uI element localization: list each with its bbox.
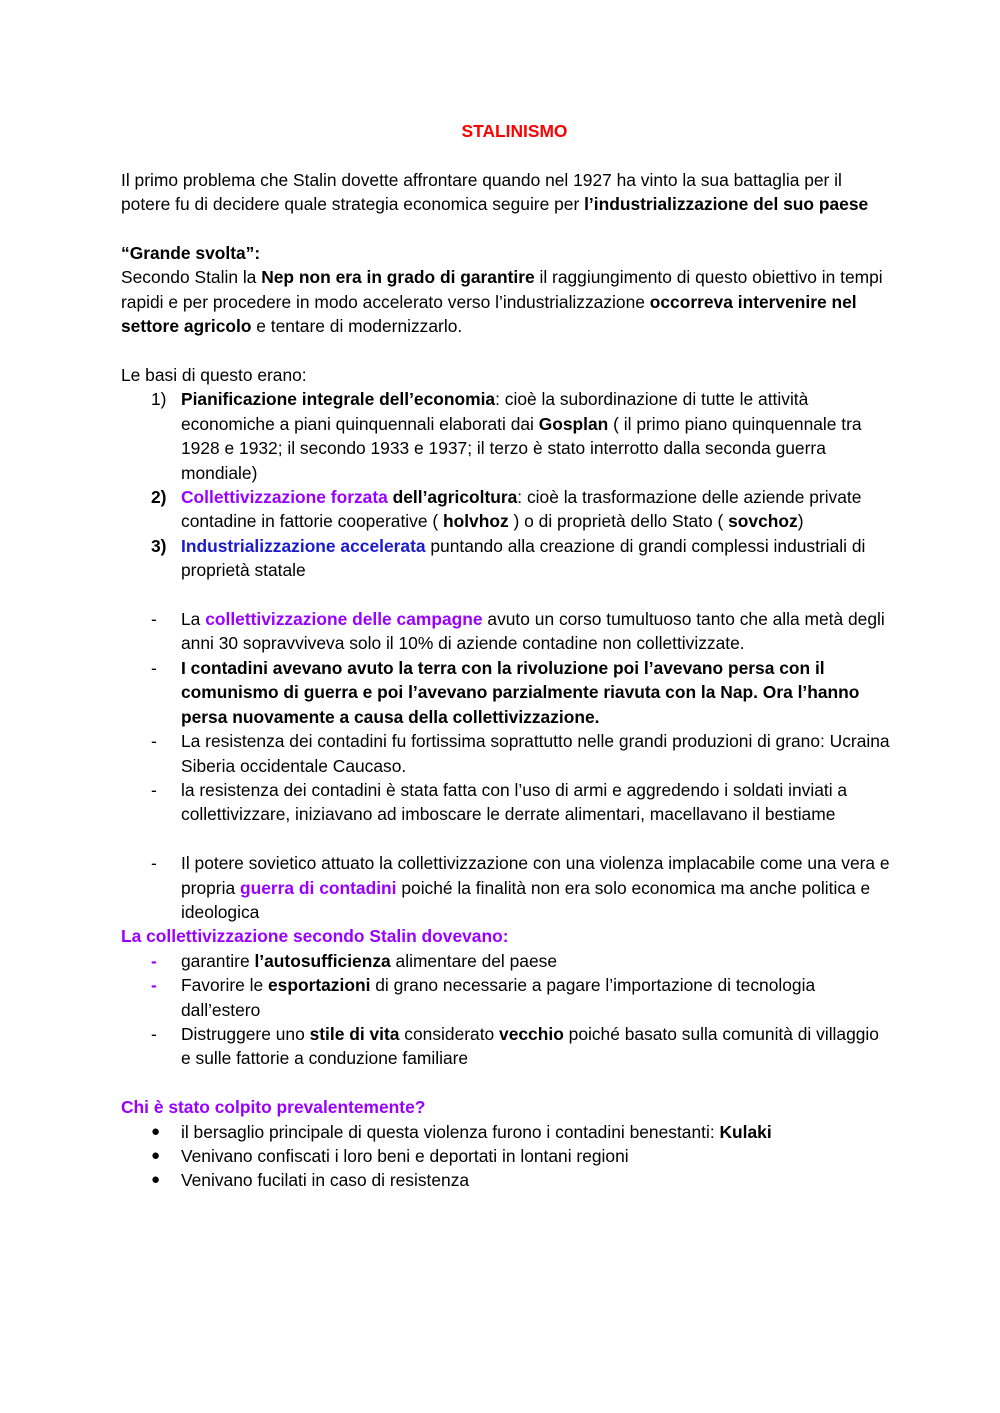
collett-heading-text: La collettivizzazione secondo Stalin dovevano: bbox=[121, 926, 509, 947]
item-bold: Pianificazione integrale dell’economia bbox=[181, 389, 496, 410]
item-bold: vecchio bbox=[499, 1023, 564, 1044]
bullet-icon: ● bbox=[151, 1171, 161, 1189]
list-item bbox=[121, 1144, 890, 1168]
list-item bbox=[121, 851, 890, 924]
item-text: garantire bbox=[181, 950, 255, 971]
spacer bbox=[121, 339, 890, 363]
item-text: considerato bbox=[399, 1023, 500, 1044]
item-highlight-purple: Collettivizzazione forzata bbox=[181, 487, 388, 508]
item-text: di grano necessarie a pagare l’importazione di tecnologia dall’estero bbox=[181, 975, 816, 1020]
item-bold: l’autosufficienza bbox=[254, 950, 391, 971]
spacer bbox=[121, 827, 890, 851]
svolta-text-2: il raggiungimento di questo obiettivo in tempi rapidi e per procedere in modo accelerato verso l’industrializzazione bbox=[121, 267, 883, 312]
item-text: alimentare del paese bbox=[390, 950, 557, 971]
item-text: poiché la finalità non era solo economica ma anche politica e ideologica bbox=[181, 877, 871, 922]
item-bold: dell’agricoltura bbox=[387, 487, 518, 508]
colpito-heading bbox=[121, 1095, 890, 1119]
collett-heading bbox=[121, 924, 890, 948]
svolta-paragraph bbox=[121, 265, 890, 338]
item-text: ) o di proprietà dello Stato ( bbox=[508, 511, 729, 532]
spacer bbox=[121, 1071, 890, 1095]
item-bold: esportazioni bbox=[267, 975, 371, 996]
spacer bbox=[121, 217, 890, 241]
list-marker: - bbox=[151, 1023, 157, 1044]
item-text: Favorire le bbox=[181, 975, 268, 996]
item-text: poiché basato sulla comunità di villaggio e sulle fattorie a conduzione familiare bbox=[181, 1023, 879, 1069]
list-item bbox=[121, 485, 890, 534]
bullet-icon: ● bbox=[151, 1122, 161, 1140]
list-item bbox=[121, 1120, 890, 1144]
item-text: avuto un corso tumultuoso tanto che alla metà degli anni 30 sopravviveva solo il 10% di aziende contadine non collettivizzate. bbox=[181, 609, 885, 654]
item-highlight-purple: collettivizzazione delle campagne bbox=[205, 609, 483, 630]
page-title: STALINISMO bbox=[461, 121, 568, 141]
svolta-bold-1: Nep non era in grado di garantire bbox=[261, 267, 535, 288]
list-item bbox=[121, 387, 890, 485]
item-bold: I contadini avevano avuto la terra con la rivoluzione poi l’avevano persa con il comunismo di guerra e poi l’avevano parzialmente riavuta con la Nap. Ora l’hanno persa nuovamente a causa della collettivizzazione. bbox=[181, 657, 860, 727]
item-text: La bbox=[181, 609, 206, 630]
list-marker: 1) bbox=[151, 389, 167, 410]
item-bold: stile di vita bbox=[309, 1023, 400, 1044]
list-marker: - bbox=[151, 779, 157, 800]
item-text: Distruggere uno bbox=[181, 1023, 310, 1044]
item-text: ) bbox=[797, 511, 804, 532]
item-text: Venivano confiscati i loro beni e deportati in lontani regioni bbox=[181, 1145, 629, 1166]
list-item bbox=[121, 973, 890, 1022]
item-bold: Kulaki bbox=[719, 1121, 772, 1142]
collett-list bbox=[121, 949, 890, 1071]
spacer bbox=[121, 583, 890, 607]
item-highlight-purple: guerra di contadini bbox=[239, 877, 397, 898]
item-text: : cioè la subordinazione di tutte le attività economiche a piani quinquennali elaborati dai bbox=[181, 389, 809, 434]
dash-list-1 bbox=[121, 607, 890, 827]
list-marker: 3) bbox=[151, 535, 167, 556]
bullet-icon: ● bbox=[151, 1146, 161, 1164]
list-item bbox=[121, 1168, 890, 1192]
svolta-bold-2: occorreva intervenire nel settore agricolo bbox=[121, 291, 857, 337]
colpito-heading-text: Chi è stato colpito prevalentemente? bbox=[121, 1097, 426, 1118]
svolta-text-1: Secondo Stalin la bbox=[121, 267, 262, 288]
item-text: Venivano fucilati in caso di resistenza bbox=[181, 1170, 470, 1191]
list-marker: - bbox=[151, 950, 157, 971]
list-item bbox=[121, 656, 890, 729]
item-text: Il potere sovietico attuato la collettivizzazione con una violenza implacabile come una vera e propria bbox=[181, 853, 890, 898]
item-highlight-blue: Industrializzazione accelerata bbox=[181, 535, 426, 556]
item-text: La resistenza dei contadini fu fortissima soprattutto nelle grandi produzioni di grano: Ucraina Siberia occidentale Caucaso. bbox=[181, 731, 890, 776]
list-marker: - bbox=[151, 609, 157, 630]
list-marker: - bbox=[151, 975, 157, 996]
list-item bbox=[121, 729, 890, 778]
item-text: il bersaglio principale di questa violenza furono i contadini benestanti: bbox=[181, 1121, 720, 1142]
colpito-list bbox=[121, 1120, 890, 1193]
item-text: la resistenza dei contadini è stata fatta con l’uso di armi e aggredendo i soldati inviati a collettivizzare, iniziavano ad imboscare le derrate alimentari, macellavano il bestiame bbox=[181, 779, 848, 825]
list-marker: - bbox=[151, 853, 157, 874]
list-marker: - bbox=[151, 731, 157, 752]
list-item bbox=[121, 534, 890, 583]
list-item bbox=[121, 607, 890, 656]
list-item bbox=[121, 949, 890, 973]
list-marker: - bbox=[151, 657, 157, 678]
svolta-text-3: e tentare di modernizzarlo. bbox=[251, 316, 463, 337]
svolta-heading-text: “Grande svolta”: bbox=[121, 243, 261, 263]
item-text: puntando alla creazione di grandi complessi industriali di proprietà statale bbox=[181, 535, 866, 581]
list-item bbox=[121, 778, 890, 827]
item-bold: sovchoz bbox=[728, 511, 798, 532]
basi-intro: Le basi di questo erano: bbox=[121, 365, 307, 386]
item-text: ( il primo piano quinquennale tra 1928 e 1932; il secondo 1933 e 1937; il terzo è stato interrotto dalla seconda guerra mondiale) bbox=[181, 413, 862, 483]
basi-list bbox=[121, 387, 890, 582]
list-item bbox=[121, 1022, 890, 1071]
list-marker: 2) bbox=[151, 487, 167, 508]
intro-bold: l’industrializzazione del suo paese bbox=[584, 194, 869, 215]
intro-paragraph bbox=[121, 168, 890, 217]
item-text: : cioè la trasformazione delle aziende private contadine in fattorie cooperative ( bbox=[181, 487, 862, 532]
intro-text: Il primo problema che Stalin dovette affrontare quando nel 1927 ha vinto la sua battaglia per il potere fu di decidere quale strategia economica seguire per bbox=[121, 169, 842, 215]
dash-list-2 bbox=[121, 851, 890, 924]
svolta-heading bbox=[121, 241, 890, 265]
item-bold: holvhoz bbox=[442, 511, 509, 532]
item-bold: Gosplan bbox=[538, 413, 609, 434]
